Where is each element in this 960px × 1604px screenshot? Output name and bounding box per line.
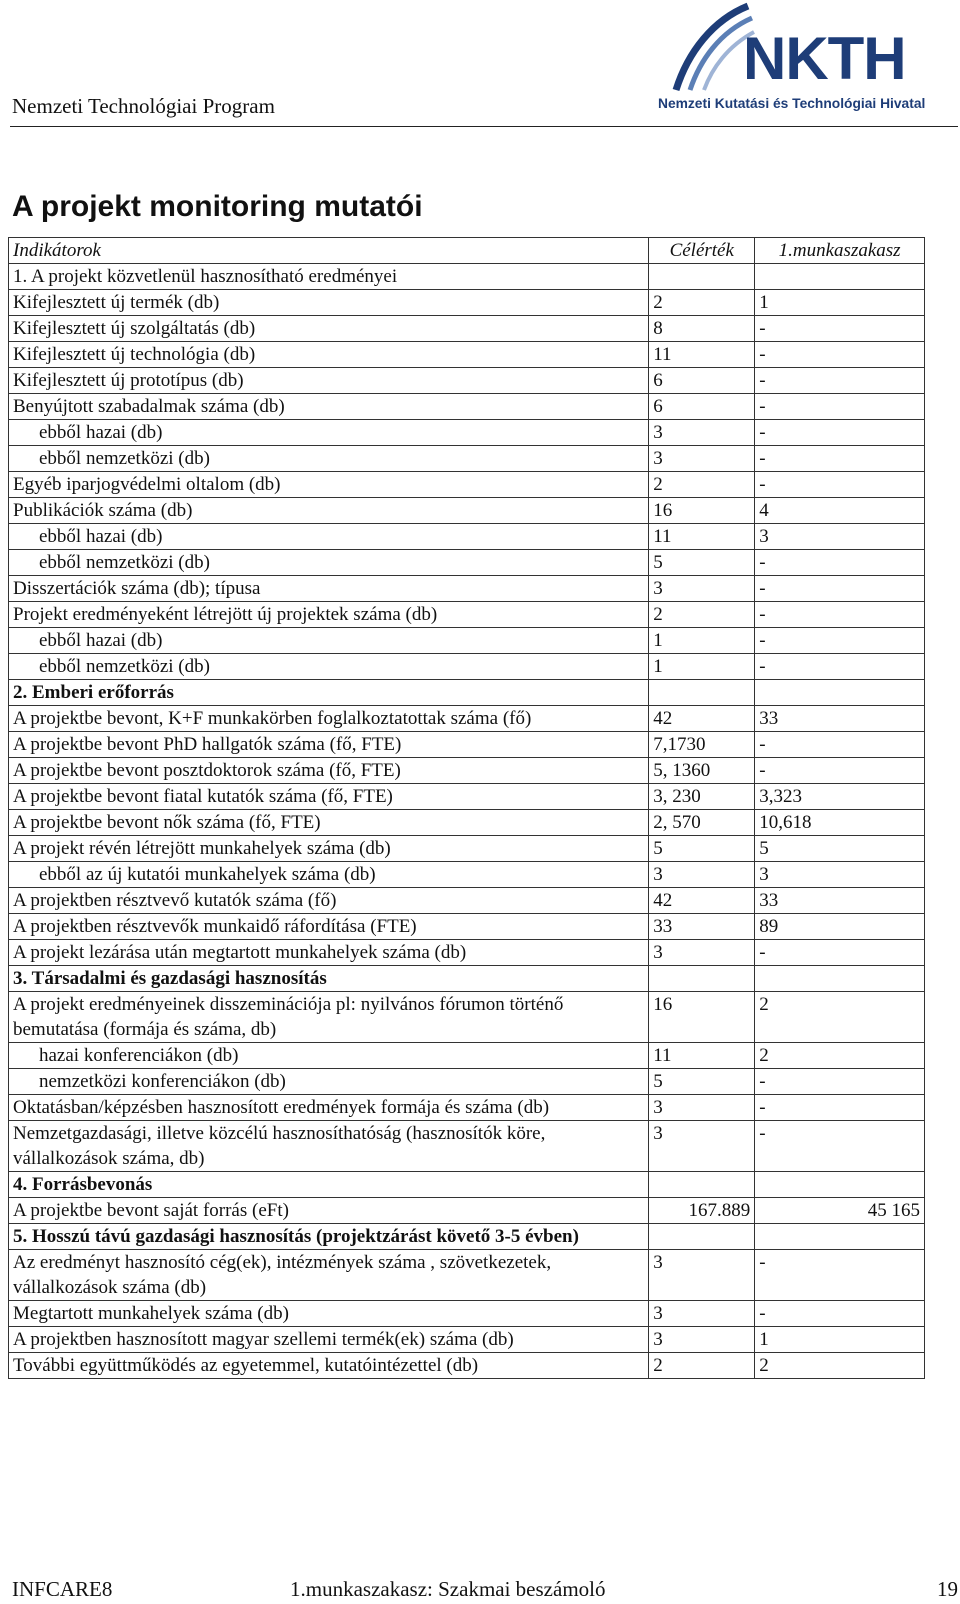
row-phase-value: 1	[755, 290, 925, 316]
row-label: A projekt eredményeinek disszeminációja pl: nyilvános fórumon történő bemutatása (formája és száma, db)	[9, 992, 649, 1043]
row-target-value: 3, 230	[649, 784, 755, 810]
row-target-value: 7,1730	[649, 732, 755, 758]
row-label: A projekt lezárása után megtartott munkahelyek száma (db)	[9, 940, 649, 966]
row-target-value: 167.889	[649, 1198, 755, 1224]
table-row	[9, 576, 925, 602]
row-label: A projektbe bevont fiatal kutatók száma (fő, FTE)	[9, 784, 649, 810]
table-row	[9, 1353, 925, 1379]
row-target-value	[649, 1224, 755, 1250]
table-row	[9, 472, 925, 498]
row-phase-value: -	[755, 342, 925, 368]
row-phase-value: 1	[755, 1327, 925, 1353]
row-target-value: 2, 570	[649, 810, 755, 836]
row-label: ebből nemzetközi (db)	[9, 654, 649, 680]
row-phase-value: 5	[755, 836, 925, 862]
table-row	[9, 810, 925, 836]
table-row	[9, 264, 925, 290]
row-phase-value	[755, 1224, 925, 1250]
row-target-value	[649, 966, 755, 992]
row-target-value: 3	[649, 862, 755, 888]
row-label: Kifejlesztett új prototípus (db)	[9, 368, 649, 394]
row-phase-value: 2	[755, 992, 925, 1043]
row-phase-value: -	[755, 550, 925, 576]
table-row	[9, 368, 925, 394]
row-target-value: 3	[649, 940, 755, 966]
row-target-value: 5, 1360	[649, 758, 755, 784]
table-row	[9, 940, 925, 966]
row-label: 3. Társadalmi és gazdasági hasznosítás	[9, 966, 649, 992]
row-target-value: 2	[649, 290, 755, 316]
table-row	[9, 602, 925, 628]
table-row	[9, 680, 925, 706]
row-label: A projekt révén létrejött munkahelyek száma (db)	[9, 836, 649, 862]
row-phase-value: -	[755, 1301, 925, 1327]
row-target-value: 6	[649, 368, 755, 394]
row-target-value: 1	[649, 628, 755, 654]
row-target-value: 3	[649, 420, 755, 446]
row-phase-value: -	[755, 628, 925, 654]
row-phase-value: 45 165	[755, 1198, 925, 1224]
row-target-value: 11	[649, 1043, 755, 1069]
row-target-value: 3	[649, 576, 755, 602]
table-row	[9, 550, 925, 576]
row-target-value: 3	[649, 1095, 755, 1121]
table-row	[9, 1095, 925, 1121]
row-phase-value: -	[755, 472, 925, 498]
row-label: Projekt eredményeként létrejött új projektek száma (db)	[9, 602, 649, 628]
row-phase-value: 3,323	[755, 784, 925, 810]
row-label: A projektbe bevont nők száma (fő, FTE)	[9, 810, 649, 836]
row-label: hazai konferenciákon (db)	[9, 1043, 649, 1069]
row-label: További együttműködés az egyetemmel, kutatóintézettel (db)	[9, 1353, 649, 1379]
row-target-value	[649, 1172, 755, 1198]
page-header	[10, 0, 958, 127]
row-phase-value: -	[755, 1250, 925, 1301]
row-label: Oktatásban/képzésben hasznosított eredmények formája és száma (db)	[9, 1095, 649, 1121]
table-row	[9, 1224, 925, 1250]
footer-page-number: 19	[937, 1577, 958, 1601]
table-row	[9, 1172, 925, 1198]
row-phase-value	[755, 264, 925, 290]
table-row	[9, 862, 925, 888]
row-target-value: 3	[649, 1121, 755, 1172]
table-row	[9, 654, 925, 680]
row-target-value: 16	[649, 992, 755, 1043]
row-label: Benyújtott szabadalmak száma (db)	[9, 394, 649, 420]
row-phase-value: -	[755, 654, 925, 680]
row-label: Kifejlesztett új szolgáltatás (db)	[9, 316, 649, 342]
row-label: ebből nemzetközi (db)	[9, 550, 649, 576]
row-label: ebből hazai (db)	[9, 628, 649, 654]
row-target-value: 2	[649, 1353, 755, 1379]
logo-name: NKTH	[743, 25, 906, 92]
row-phase-value: -	[755, 1121, 925, 1172]
logo-subtitle: Nemzeti Kutatási és Technológiai Hivatal	[658, 96, 926, 111]
table-row	[9, 1250, 925, 1301]
row-phase-value: 10,618	[755, 810, 925, 836]
table-row	[9, 836, 925, 862]
row-phase-value: -	[755, 732, 925, 758]
table-row	[9, 498, 925, 524]
row-label: A projektben résztvevő kutatók száma (fő)	[9, 888, 649, 914]
row-label: ebből az új kutatói munkahelyek száma (db)	[9, 862, 649, 888]
row-target-value: 6	[649, 394, 755, 420]
row-target-value	[649, 264, 755, 290]
row-target-value: 33	[649, 914, 755, 940]
row-target-value: 42	[649, 706, 755, 732]
row-label: nemzetközi konferenciákon (db)	[9, 1069, 649, 1095]
table-row	[9, 784, 925, 810]
row-phase-value: -	[755, 758, 925, 784]
table-row	[9, 966, 925, 992]
page-title: A projekt monitoring mutatói	[12, 190, 423, 223]
row-phase-value: 3	[755, 862, 925, 888]
row-phase-value: -	[755, 576, 925, 602]
row-label: ebből nemzetközi (db)	[9, 446, 649, 472]
row-phase-value: 2	[755, 1353, 925, 1379]
row-label: Kifejlesztett új technológia (db)	[9, 342, 649, 368]
header-target: Célérték	[649, 238, 755, 264]
table-row	[9, 914, 925, 940]
row-phase-value: -	[755, 420, 925, 446]
row-target-value: 2	[649, 472, 755, 498]
table-row	[9, 446, 925, 472]
row-target-value: 5	[649, 1069, 755, 1095]
table-row	[9, 1043, 925, 1069]
row-label: 1. A projekt közvetlenül hasznosítható eredményei	[9, 264, 649, 290]
row-label: Publikációk száma (db)	[9, 498, 649, 524]
table-row	[9, 420, 925, 446]
program-name: Nemzeti Technológiai Program	[12, 94, 275, 118]
table-row	[9, 290, 925, 316]
table-row	[9, 316, 925, 342]
row-target-value: 11	[649, 342, 755, 368]
table-row	[9, 992, 925, 1043]
row-phase-value: -	[755, 1095, 925, 1121]
row-phase-value: 4	[755, 498, 925, 524]
row-target-value: 8	[649, 316, 755, 342]
row-label: Disszertációk száma (db); típusa	[9, 576, 649, 602]
table-row	[9, 628, 925, 654]
row-target-value: 11	[649, 524, 755, 550]
table-row	[9, 1327, 925, 1353]
row-label: 5. Hosszú távú gazdasági hasznosítás (projektzárást követő 3-5 évben)	[9, 1224, 649, 1250]
table-row	[9, 1121, 925, 1172]
row-target-value: 5	[649, 836, 755, 862]
table-row	[9, 1301, 925, 1327]
row-phase-value: -	[755, 316, 925, 342]
row-phase-value: 3	[755, 524, 925, 550]
row-phase-value: 33	[755, 888, 925, 914]
header-phase: 1.munkaszakasz	[755, 238, 925, 264]
row-label: A projektbe bevont posztdoktorok száma (fő, FTE)	[9, 758, 649, 784]
row-target-value: 3	[649, 1327, 755, 1353]
table-row	[9, 524, 925, 550]
row-target-value: 16	[649, 498, 755, 524]
row-label: Kifejlesztett új termék (db)	[9, 290, 649, 316]
row-phase-value	[755, 1172, 925, 1198]
row-target-value: 2	[649, 602, 755, 628]
row-label: ebből hazai (db)	[9, 524, 649, 550]
row-target-value: 1	[649, 654, 755, 680]
monitoring-table	[8, 237, 925, 1379]
row-label: Az eredményt hasznosító cég(ek), intézmények száma , szövetkezetek, vállalkozások száma (db)	[9, 1250, 649, 1301]
row-phase-value: -	[755, 394, 925, 420]
row-phase-value: -	[755, 446, 925, 472]
nkth-logo	[658, 0, 958, 118]
row-label: A projektben résztvevők munkaidő ráfordítása (FTE)	[9, 914, 649, 940]
row-label: A projektbe bevont saját forrás (eFt)	[9, 1198, 649, 1224]
row-label: 2. Emberi erőforrás	[9, 680, 649, 706]
table-row	[9, 1069, 925, 1095]
table-row	[9, 732, 925, 758]
table-header-row	[9, 238, 925, 264]
row-label: A projektbe bevont, K+F munkakörben foglalkoztatottak száma (fő)	[9, 706, 649, 732]
row-phase-value: 89	[755, 914, 925, 940]
table-row	[9, 1198, 925, 1224]
footer-document-title: 1.munkaszakasz: Szakmai beszámoló	[290, 1577, 606, 1601]
row-phase-value	[755, 966, 925, 992]
row-phase-value: -	[755, 1069, 925, 1095]
row-phase-value	[755, 680, 925, 706]
row-phase-value: -	[755, 602, 925, 628]
row-phase-value: -	[755, 940, 925, 966]
row-target-value: 3	[649, 1250, 755, 1301]
row-phase-value: -	[755, 368, 925, 394]
row-label: ebből hazai (db)	[9, 420, 649, 446]
row-label: A projektben hasznosított magyar szellemi termék(ek) száma (db)	[9, 1327, 649, 1353]
row-target-value: 3	[649, 1301, 755, 1327]
row-target-value: 5	[649, 550, 755, 576]
row-phase-value: 33	[755, 706, 925, 732]
row-label: A projektbe bevont PhD hallgatók száma (fő, FTE)	[9, 732, 649, 758]
table-row	[9, 706, 925, 732]
row-target-value	[649, 680, 755, 706]
row-target-value: 42	[649, 888, 755, 914]
row-target-value: 3	[649, 446, 755, 472]
row-label: Megtartott munkahelyek száma (db)	[9, 1301, 649, 1327]
row-phase-value: 2	[755, 1043, 925, 1069]
table-row	[9, 888, 925, 914]
header-indicators: Indikátorok	[9, 238, 649, 264]
row-label: Nemzetgazdasági, illetve közcélú hasznosíthatóság (hasznosítók köre, vállalkozások száma, db)	[9, 1121, 649, 1172]
footer-project-code: INFCARE8	[12, 1577, 113, 1601]
table-row	[9, 758, 925, 784]
row-label: Egyéb iparjogvédelmi oltalom (db)	[9, 472, 649, 498]
row-label: 4. Forrásbevonás	[9, 1172, 649, 1198]
table-row	[9, 394, 925, 420]
table-row	[9, 342, 925, 368]
